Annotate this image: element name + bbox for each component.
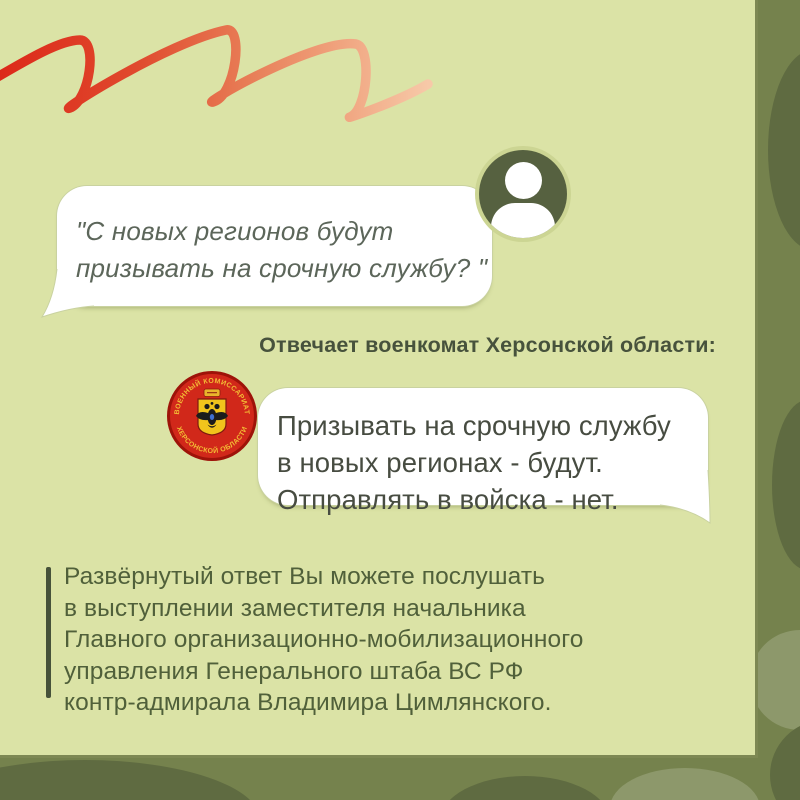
footer-text — [64, 561, 583, 719]
camo-blob — [610, 768, 760, 800]
camo-blob — [770, 720, 800, 800]
military-commissariat-emblem — [166, 370, 258, 462]
footer-line: контр-адмирала Владимира Цимлянского. — [64, 689, 552, 716]
answer-line: в новых регионах - будут. — [277, 447, 603, 478]
question-text — [57, 186, 492, 287]
person-icon-body — [491, 203, 555, 238]
answer-bubble-tail — [646, 466, 716, 524]
question-bubble — [57, 186, 492, 306]
question-bubble-tail — [40, 263, 110, 319]
footer-note — [46, 561, 583, 719]
answer-line: Отправлять в войска - нет. — [277, 484, 619, 515]
camo-blob — [772, 400, 800, 570]
camo-blob — [440, 776, 610, 800]
emblem-arc-bottom-text: ХЕРСОНСКОЙ ОБЛАСТИ — [174, 425, 250, 456]
footer-line: Развёрнутый ответ Вы можете послушать — [64, 563, 546, 590]
camo-blob — [0, 760, 260, 800]
footer-line: в выступлении заместителя начальника — [64, 594, 526, 622]
footer-line: управления Генерального штаба ВС РФ — [64, 657, 524, 685]
question-line: призывать на срочную службу? " — [76, 253, 488, 283]
footer-accent-bar — [46, 567, 51, 698]
squiggle-icon — [0, 12, 440, 142]
footer-line: Главного организационно-мобилизационного — [64, 626, 584, 653]
answer-header: Отвечает военкомат Херсонской области: — [259, 333, 716, 357]
answer-line: Призывать на срочную службу — [277, 410, 671, 441]
answer-bubble — [258, 388, 708, 515]
user-avatar-icon — [479, 150, 567, 238]
question-line: "С новых регионов будут — [76, 216, 394, 246]
eagle-orb — [210, 414, 214, 420]
answer-text — [258, 388, 708, 518]
emblem-arc-top-text: ВОЕННЫЙ КОМИССАРИАТ — [173, 377, 251, 415]
emblem-shield-icon — [196, 399, 228, 435]
person-icon-head — [505, 162, 542, 199]
camo-blob — [768, 50, 800, 250]
emblem-banner-icon — [204, 389, 220, 397]
